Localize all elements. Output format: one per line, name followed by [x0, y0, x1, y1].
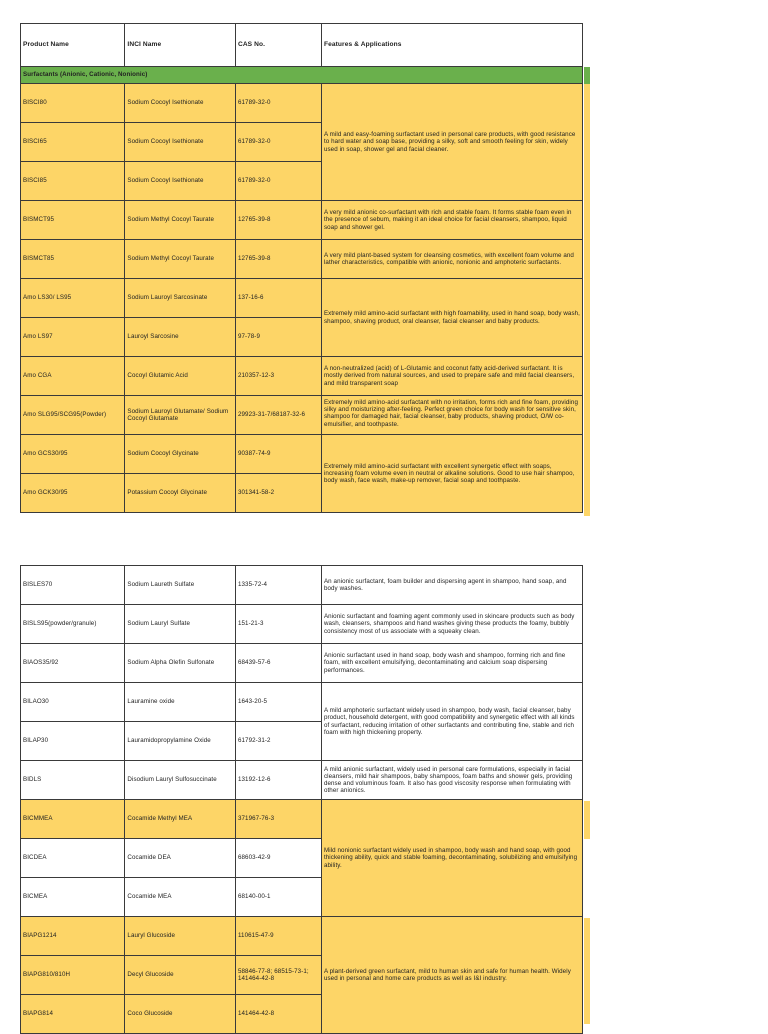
features-cell: A mild and easy-foaming surfactant used in personal care products, with good resistance to hard water and soap base, providing a silky, soft and smooth feeling for skin, widely used in soap, shower gel and facial cleaner. [321, 84, 582, 201]
cas-number: 1643-20-5 [235, 683, 321, 722]
product-name: BISCI80 [21, 84, 125, 123]
product-name: BIAPG814 [21, 995, 125, 1034]
product-name: BICMMEA [21, 800, 125, 839]
cas-number: 12765-39-8 [235, 240, 321, 279]
product-name: BILAO30 [21, 683, 125, 722]
product-name: Amo SLG95/SCG95(Powder) [21, 396, 125, 435]
product-name: Amo GCS30/95 [21, 435, 125, 474]
cas-number: 301341-58-2 [235, 474, 321, 513]
header-features: Features & Applications [321, 24, 582, 67]
table-row [21, 605, 583, 644]
header-inci-name: INCI Name [125, 24, 236, 67]
product-name: BICDEA [21, 839, 125, 878]
inci-name: Sodium Laureth Sulfate [125, 566, 236, 605]
table-row [21, 201, 583, 240]
inci-name: Sodium Lauroyl Glutamate/ Sodium Cocoyl Glutamate [125, 396, 236, 435]
features-cell: An anionic surfactant, foam builder and dispersing agent in shampoo, hand soap, and body washes. [321, 566, 582, 605]
product-name: BIDLS [21, 761, 125, 800]
table1-stripe [584, 84, 590, 516]
product-name: BIAOS35/92 [21, 644, 125, 683]
table2-stripe-a [584, 801, 590, 839]
cas-number: 29923-31-7/68187-32-6 [235, 396, 321, 435]
cas-number: 1335-72-4 [235, 566, 321, 605]
features-cell: A very mild plant-based system for cleansing cosmetics, with excellent foam volume and lather characteristics, compatible with anionic, nonionic and amphoteric surfactants. [321, 240, 582, 279]
table2-stripe-b [584, 918, 590, 1024]
inci-name: Cocamide MEA [125, 878, 236, 917]
product-name: BISMCT85 [21, 240, 125, 279]
table-row [21, 84, 583, 123]
inci-name: Disodium Lauryl Sulfosuccinate [125, 761, 236, 800]
features-cell: Anionic surfactant used in hand soap, body wash and shampoo, forming rich and fine foam, with excellent emulsifying, decontaminating and calcium soap dispersing performances. [321, 644, 582, 683]
product-name: BISLS95(powder/granule) [21, 605, 125, 644]
product-name: BIAPG810/810H [21, 956, 125, 995]
inci-name: Cocamide Methyl MEA [125, 800, 236, 839]
product-name: Amo CGA [21, 357, 125, 396]
inci-name: Sodium Methyl Cocoyl Taurate [125, 240, 236, 279]
cas-number: 61789-32-0 [235, 162, 321, 201]
inci-name: Sodium Methyl Cocoyl Taurate [125, 201, 236, 240]
cas-number: 68603-42-9 [235, 839, 321, 878]
cas-number: 141464-42-8 [235, 995, 321, 1034]
inci-name: Lauroyl Sarcosine [125, 318, 236, 357]
product-name: Amo LS30/ LS95 [21, 279, 125, 318]
inci-name: Sodium Cocoyl Isethionate [125, 123, 236, 162]
product-name: BILAP30 [21, 722, 125, 761]
table-row [21, 917, 583, 956]
product-name: BISLES70 [21, 566, 125, 605]
table-row [21, 435, 583, 474]
inci-name: Sodium Cocoyl Isethionate [125, 162, 236, 201]
cas-number: 110615-47-9 [235, 917, 321, 956]
product-name: Amo LS97 [21, 318, 125, 357]
section-title: Surfactants (Anionic, Cationic, Nonionic) [21, 67, 583, 84]
features-cell: Extremely mild amino-acid surfactant with no irritation, forms rich and fine foam, providing silky and moisturizing after-feeling. Perfect green choice for body wash for sensitive skin, shampoo for damaged hair, facial cleanser, baby products, shaving product, O/W co-emulsifier, and toothpaste. [321, 396, 582, 435]
cas-number: 137-16-6 [235, 279, 321, 318]
inci-name: Lauramine oxide [125, 683, 236, 722]
surfactants-table-2 [20, 565, 583, 1034]
table-row [21, 644, 583, 683]
inci-name: Lauramidopropylamine Oxide [125, 722, 236, 761]
cas-number: 58846-77-8; 68515-73-1; 141464-42-8 [235, 956, 321, 995]
surfactants-table-1 [20, 23, 583, 513]
cas-number: 61792-31-2 [235, 722, 321, 761]
features-cell: Extremely mild amino-acid surfactant with high foamability, used in hand soap, body wash, shampoo, shaving product, oral cleanser, facial cleanser and baby products. [321, 279, 582, 357]
cas-number: 97-78-9 [235, 318, 321, 357]
header-cas-no: CAS No. [235, 24, 321, 67]
inci-name: Decyl Glucoside [125, 956, 236, 995]
features-cell: A mild amphoteric surfactant widely used in shampoo, body wash, facial cleanser, baby product, household detergent, with good compatibility and synergetic effect with all kinds of surfactant, reducing irritation of other surfactants and contributing fine, stable and rich foam with high thickening property. [321, 683, 582, 761]
inci-name: Potassium Cocoyl Glycinate [125, 474, 236, 513]
product-name: Amo GCK30/95 [21, 474, 125, 513]
cas-number: 13192-12-6 [235, 761, 321, 800]
cas-number: 61789-32-0 [235, 123, 321, 162]
features-cell: A non-neutralized (acid) of L-Glutamic and coconut fatty acid-derived surfactant. It is mostly derived from natural sources, and used to prepare safe and mild facial cleansers, and mild transparent soap [321, 357, 582, 396]
table-row [21, 240, 583, 279]
inci-name: Coco Glucoside [125, 995, 236, 1034]
section-stripe [584, 67, 590, 84]
features-cell: A plant-derived green surfactant, mild to human skin and safe for human health. Widely used in personal and home care products as well as I&I industry. [321, 917, 582, 1034]
cas-number: 371967-76-3 [235, 800, 321, 839]
inci-name: Cocoyl Glutamic Acid [125, 357, 236, 396]
table-row [21, 357, 583, 396]
inci-name: Sodium Alpha Olefin Sulfonate [125, 644, 236, 683]
inci-name: Sodium Lauryl Sulfate [125, 605, 236, 644]
table-row [21, 683, 583, 722]
section-row [21, 67, 583, 84]
table-row [21, 396, 583, 435]
table-row [21, 800, 583, 839]
table-row [21, 279, 583, 318]
table-row [21, 566, 583, 605]
inci-name: Cocamide DEA [125, 839, 236, 878]
header-row [21, 24, 583, 67]
features-cell: A very mild anionic co-surfactant with rich and stable foam. It forms stable foam even in the presence of sebum, making it an ideal choice for facial cleansers, shampoo, liquid soap and shower gel. [321, 201, 582, 240]
cas-number: 151-21-3 [235, 605, 321, 644]
cas-number: 90387-74-9 [235, 435, 321, 474]
product-name: BISCI85 [21, 162, 125, 201]
cas-number: 61789-32-0 [235, 84, 321, 123]
inci-name: Lauryl Glucoside [125, 917, 236, 956]
inci-name: Sodium Lauroyl Sarcosinate [125, 279, 236, 318]
features-cell: Mild nonionic surfactant widely used in shampoo, body wash and hand soap, with good thickening ability, quick and stable foaming, decontaminating, solubilizing and emulsifying ability. [321, 800, 582, 917]
product-name: BIAPG1214 [21, 917, 125, 956]
features-cell: Extremely mild amino-acid surfactant with excellent synergetic effect with soaps, increasing foam volume even in neutral or alkaline solutions. Good to use hair shampoo, body wash, face wash, make-up remover, facial soap and toothpaste. [321, 435, 582, 513]
cas-number: 210357-12-3 [235, 357, 321, 396]
cas-number: 12765-39-8 [235, 201, 321, 240]
header-product-name: Product Name [21, 24, 125, 67]
features-cell: Anionic surfactant and foaming agent commonly used in skincare products such as body wash, cleansers, shampoos and hand washes giving these products the foamy, bubbly consistency most of us associate with a squeaky clean. [321, 605, 582, 644]
inci-name: Sodium Cocoyl Glycinate [125, 435, 236, 474]
inci-name: Sodium Cocoyl Isethionate [125, 84, 236, 123]
cas-number: 68140-00-1 [235, 878, 321, 917]
features-cell: A mild anionic surfactant, widely used in personal care formulations, especially in facial cleansers, mild hair shampoos, baby shampoos, foam baths and shower gels, providing dense and voluminous foam. It also has good viscosity response when formulating with other anionics. [321, 761, 582, 800]
product-name: BISCI65 [21, 123, 125, 162]
product-name: BISMCT95 [21, 201, 125, 240]
product-name: BICMEA [21, 878, 125, 917]
table-row [21, 761, 583, 800]
cas-number: 68439-57-6 [235, 644, 321, 683]
